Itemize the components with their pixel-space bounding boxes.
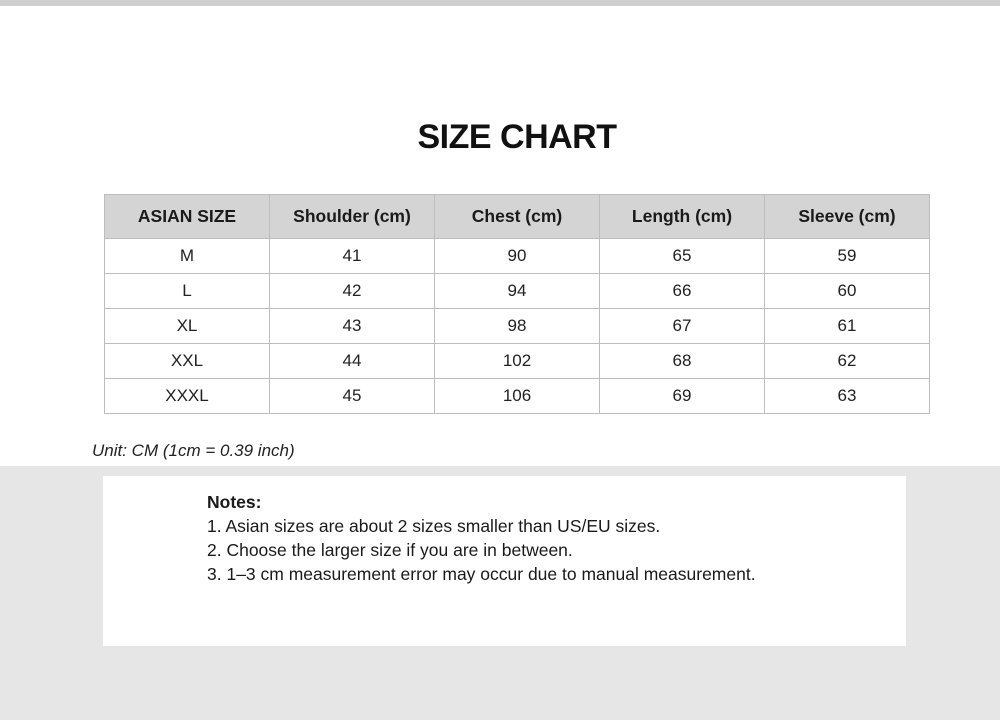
note-item: 3. 1–3 cm measurement error may occur due to manual measurement. <box>207 564 756 584</box>
unit-note: Unit: CM (1cm = 0.39 inch) <box>92 441 295 460</box>
cell-sleeve: 62 <box>765 344 930 379</box>
table-row <box>105 379 930 414</box>
header-chest: Chest (cm) <box>435 195 600 239</box>
header-length: Length (cm) <box>600 195 765 239</box>
cell-size: L <box>105 274 270 309</box>
cell-length: 65 <box>600 239 765 274</box>
header-asian-size: ASIAN SIZE <box>105 195 270 239</box>
header-shoulder: Shoulder (cm) <box>270 195 435 239</box>
cell-chest: 94 <box>435 274 600 309</box>
cell-sleeve: 59 <box>765 239 930 274</box>
cell-chest: 106 <box>435 379 600 414</box>
table-row <box>105 274 930 309</box>
notes-box <box>103 476 906 646</box>
cell-sleeve: 60 <box>765 274 930 309</box>
cell-shoulder: 41 <box>270 239 435 274</box>
cell-shoulder: 43 <box>270 309 435 344</box>
cell-length: 66 <box>600 274 765 309</box>
cell-shoulder: 45 <box>270 379 435 414</box>
cell-size: XL <box>105 309 270 344</box>
chart-title: SIZE CHART <box>417 118 617 156</box>
cell-length: 68 <box>600 344 765 379</box>
cell-sleeve: 63 <box>765 379 930 414</box>
table-row <box>105 344 930 379</box>
header-sleeve: Sleeve (cm) <box>765 195 930 239</box>
size-table <box>104 194 930 414</box>
table-header-row <box>105 195 930 239</box>
cell-sleeve: 61 <box>765 309 930 344</box>
cell-chest: 90 <box>435 239 600 274</box>
cell-length: 69 <box>600 379 765 414</box>
table-row <box>105 239 930 274</box>
cell-chest: 102 <box>435 344 600 379</box>
note-item: 2. Choose the larger size if you are in between. <box>207 540 573 560</box>
cell-shoulder: 44 <box>270 344 435 379</box>
table-row <box>105 309 930 344</box>
notes-content <box>207 490 756 586</box>
note-item: 1. Asian sizes are about 2 sizes smaller than US/EU sizes. <box>207 516 661 536</box>
cell-size: XXL <box>105 344 270 379</box>
cell-length: 67 <box>600 309 765 344</box>
cell-size: M <box>105 239 270 274</box>
cell-size: XXXL <box>105 379 270 414</box>
notes-heading: Notes: <box>207 492 262 512</box>
cell-shoulder: 42 <box>270 274 435 309</box>
cell-chest: 98 <box>435 309 600 344</box>
